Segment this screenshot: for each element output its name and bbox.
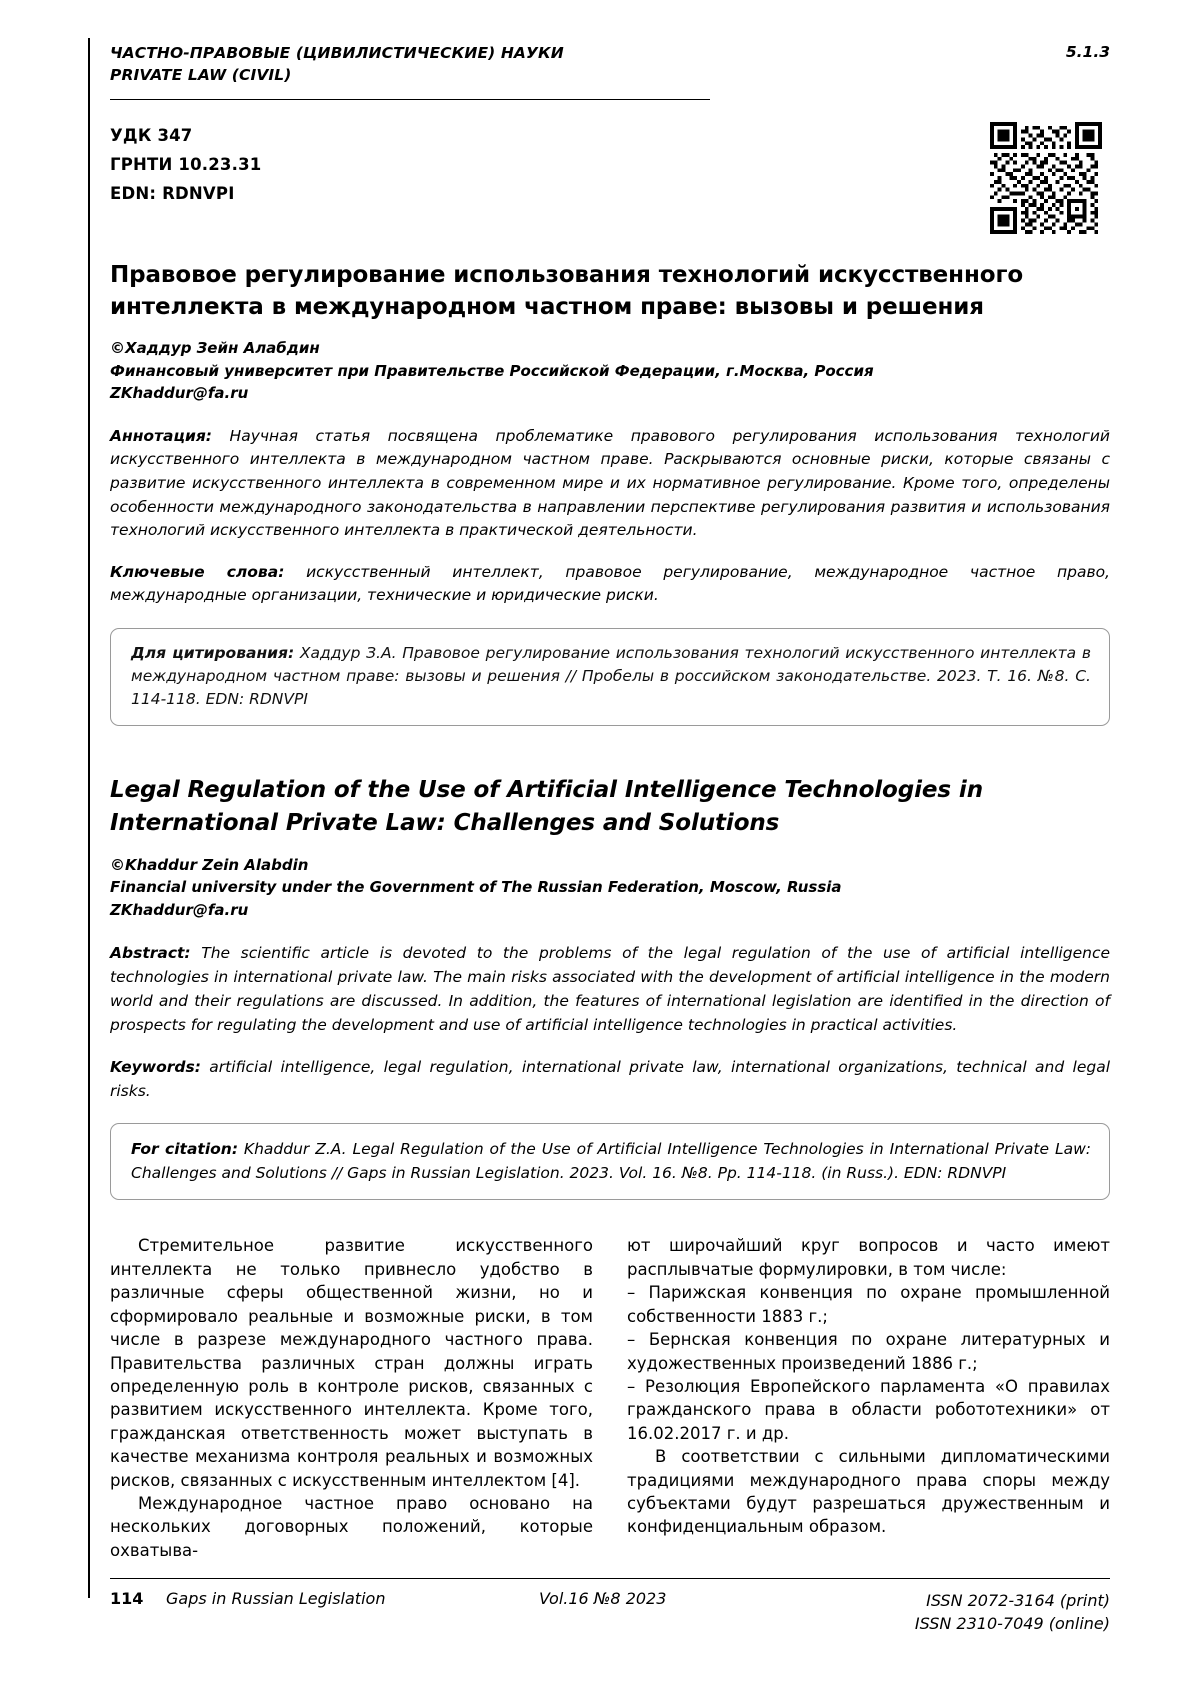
keywords-label-en: Keywords:: [110, 1058, 201, 1077]
section-code: 5.1.3: [1065, 43, 1110, 61]
page-left-rule: [88, 38, 90, 1598]
keywords-en: [110, 1055, 1110, 1103]
abstract-en: [110, 941, 1110, 1037]
issn-block: [880, 1589, 1110, 1635]
body-column-right: [627, 1234, 1110, 1562]
citation-label-ru: Для цитирования:: [131, 643, 295, 662]
udc-code: УДК 347: [110, 125, 193, 145]
keywords-text-en: artificial intelligence, legal regulation, international private law, international organizations, technical and legal risks.: [110, 1058, 1110, 1101]
author-ru: ©Хаддур Зейн Алабдин: [110, 339, 320, 358]
page-number: 114: [110, 1589, 144, 1608]
author-email-en: ZKhaddur@fa.ru: [110, 900, 249, 919]
running-head-line-ru: ЧАСТНО-ПРАВОВЫЕ (ЦИВИЛИСТИЧЕСКИЕ) НАУКИ: [110, 44, 564, 62]
meta-row: [110, 122, 1110, 234]
affiliation-ru: Финансовый университет при Правительстве Российской Федерации, г.Москва, Россия: [110, 361, 874, 380]
body-paragraph: Международное частное право основано на нескольких договорных положений, которые охватыва-: [110, 1494, 593, 1560]
qr-code-icon: [990, 122, 1102, 234]
grnti-code: ГРНТИ 10.23.31: [110, 154, 262, 174]
running-head: [110, 42, 1110, 87]
running-head-left: [110, 42, 564, 87]
body-columns: [110, 1234, 1110, 1562]
footer-row: [110, 1589, 1110, 1635]
edn-code: EDN: RDNVPI: [110, 183, 235, 203]
affiliation-en: Financial university under the Government of The Russian Federation, Moscow, Russia: [110, 878, 842, 897]
page-title-ru: Правовое регулирование использования технологий искусственного интеллекта в международном частном праве: вызовы и решения: [110, 261, 1024, 320]
body-paragraph: ют широчайший круг вопросов и часто имеют расплывчатые формулировки, в том числе:: [627, 1236, 1110, 1279]
citation-text-en: Khaddur Z.A. Legal Regulation of the Use of Artificial Intelligence Technologies in International Private Law: Challenges and Solutions // Gaps in Russian Legislation. 2023. Vol. 16. №8. Pp. 114-118. (in Russ.). EDN: RDNVPI: [131, 1140, 1091, 1183]
page-content: [110, 42, 1110, 1562]
author-en: ©Khaddur Zein Alabdin: [110, 855, 309, 874]
header-divider: [110, 99, 710, 100]
citation-text-ru: Хаддур З.А. Правовое регулирование использования технологий искусственного интеллекта в международном частном праве: вызовы и решения // Пробелы в российском законодательстве. 2023. Т. 16. №8. С. 114-118. EDN: RDNVPI: [131, 643, 1091, 709]
author-email-ru: ZKhaddur@fa.ru: [110, 384, 249, 403]
abstract-label-en: Abstract:: [110, 944, 191, 963]
body-paragraph: Стремительное развитие искусственного интеллекта не только привнесло удобство в различные сферы общественной жизни, но и сформировало реальные и возможные риски, в том числе в разрезе международного частного права. Правительства различных стран должны играть определенную роль в контроле рисков, связанных с развитием искусственного интеллекта. Кроме того, гражданская ответственность может выступать в качестве механизма контроля реальных и возможных рисков, связанных с искусственным интеллектом [4].: [110, 1236, 593, 1490]
issn-print: ISSN 2072-3164 (print): [926, 1591, 1110, 1610]
page-footer: [110, 1578, 1110, 1635]
abstract-text-en: The scientific article is devoted to the problems of the legal regulation of the use of artificial intelligence technologies in international private law. The main risks associated with the development of artificial intelligence in the modern world and their regulations are discussed. In addition, the features of international legislation are identified in the direction of prospects for regulating the development and use of artificial intelligence technologies in practical activities.: [110, 944, 1110, 1035]
journal-name: Gaps in Russian Legislation: [166, 1589, 386, 1608]
footer-divider: [110, 1578, 1110, 1579]
body-list-item: – Резолюция Европейского парламента «О правилах гражданского права в области робототехники» от 16.02.2017 г. и др.: [627, 1376, 1110, 1443]
english-block: [110, 774, 1110, 1200]
citation-box-ru: [110, 628, 1110, 727]
body-list-item: – Парижская конвенция по охране промышленной собственности 1883 г.;: [627, 1283, 1110, 1326]
keywords-ru: [110, 561, 1110, 608]
issn-online: ISSN 2310-7049 (online): [914, 1614, 1110, 1634]
citation-box-en: [110, 1123, 1110, 1200]
body-paragraph: В соответствии с сильными дипломатическими традициями международного права споры между субъектами будут разрешаться дружественным и конфиденциальным образом.: [627, 1447, 1110, 1537]
citation-label-en: For citation:: [131, 1140, 239, 1159]
abstract-label-ru: Аннотация:: [110, 426, 213, 445]
body-list-item: – Бернская конвенция по охране литературных и художественных произведений 1886 г.;: [627, 1330, 1110, 1373]
keywords-text-ru: искусственный интеллект, правовое регулирование, международное частное право, международные организации, технические и юридические риски.: [110, 562, 1110, 605]
abstract-text-ru: Научная статья посвящена проблематике правового регулирования использования технологий искусственного интеллекта в международном частном праве. Раскрываются основные риски, которые связаны с развитие искусственного интеллекта в современном мире и их нормативное регулирование. Кроме того, определены особенности международного законодательства в направлении перспективе регулирования развития и использования технологий искусственного интеллекта в практической деятельности.: [110, 426, 1110, 540]
body-column-left: [110, 1234, 593, 1562]
running-head-line-en: PRIVATE LAW (CIVIL): [110, 66, 292, 85]
page-title-en: Legal Regulation of the Use of Artificial Intelligence Technologies in International Private Law: Challenges and Solutions: [110, 777, 983, 837]
volume-issue: Vol.16 №8 2023: [539, 1589, 667, 1608]
keywords-label-ru: Ключевые слова:: [110, 562, 285, 581]
abstract-ru: [110, 425, 1110, 543]
meta-codes: [110, 122, 261, 234]
